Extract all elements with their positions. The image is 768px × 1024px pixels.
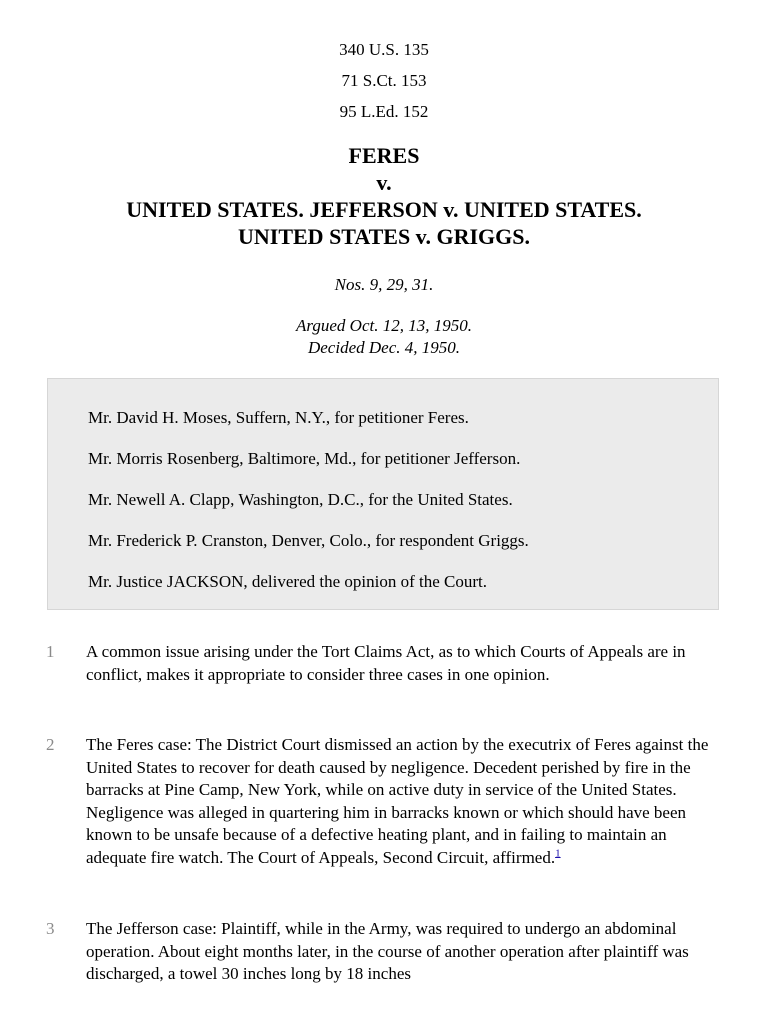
case-title-line-4: UNITED STATES v. GRIGGS. — [238, 224, 530, 249]
citation-block — [0, 34, 768, 127]
footnote-link[interactable]: 1 — [555, 846, 561, 859]
docket-numbers: Nos. 9, 29, 31. — [334, 275, 434, 294]
citation-us-reports: 340 U.S. 135 — [339, 40, 429, 59]
paragraph-text: The Jefferson case: Plaintiff, while in the Army, was required to undergo an abdominal operation. About eight months later, in the course of another operation after plaintiff was discharged, a towel 30 inches long by 18 inches — [86, 919, 689, 983]
paragraph-number: 2 — [46, 735, 55, 754]
citation-supreme-court-reporter: 71 S.Ct. 153 — [341, 71, 427, 90]
counsel-box — [47, 378, 719, 610]
paragraph-body: The Feres case: The District Court dismissed an action by the executrix of Feres against the United States to recover for death caused by negligence. Decedent perished by fire in the barracks at Pine Camp, New York, while on active duty in service of the United States. Negligence was alleged in quartering him in barracks known or which should have been known to be unsafe because of a defective heating plant, and in failing to maintain an adequate fire watch. The Court of Appeals, Second Circuit, affirmed. — [86, 735, 709, 867]
paragraph-number: 1 — [46, 642, 55, 661]
counsel-line-feres: Mr. David H. Moses, Suffern, N.Y., for petitioner Feres. — [88, 408, 469, 427]
counsel-line-jefferson: Mr. Morris Rosenberg, Baltimore, Md., for petitioner Jefferson. — [88, 449, 521, 468]
case-title-line-1: FERES — [348, 143, 420, 168]
case-title-line-3: UNITED STATES. JEFFERSON v. UNITED STATES. — [126, 197, 642, 222]
paragraph-text — [86, 734, 726, 869]
case-title-line-2: v. — [376, 170, 392, 195]
counsel-line-griggs: Mr. Frederick P. Cranston, Denver, Colo., for respondent Griggs. — [88, 531, 529, 550]
paragraph-text: A common issue arising under the Tort Claims Act, as to which Courts of Appeals are in conflict, makes it appropriate to consider three cases in one opinion. — [86, 642, 686, 684]
decided-date: Decided Dec. 4, 1950. — [307, 338, 460, 357]
opinion-author-line: Mr. Justice JACKSON, delivered the opinion of the Court. — [88, 572, 487, 591]
case-dates — [0, 315, 768, 359]
argued-date: Argued Oct. 12, 13, 1950. — [296, 316, 472, 335]
case-title — [0, 142, 768, 250]
paragraph-number: 3 — [46, 919, 55, 938]
counsel-line-united-states: Mr. Newell A. Clapp, Washington, D.C., for the United States. — [88, 490, 513, 509]
citation-lawyers-edition: 95 L.Ed. 152 — [339, 102, 429, 121]
